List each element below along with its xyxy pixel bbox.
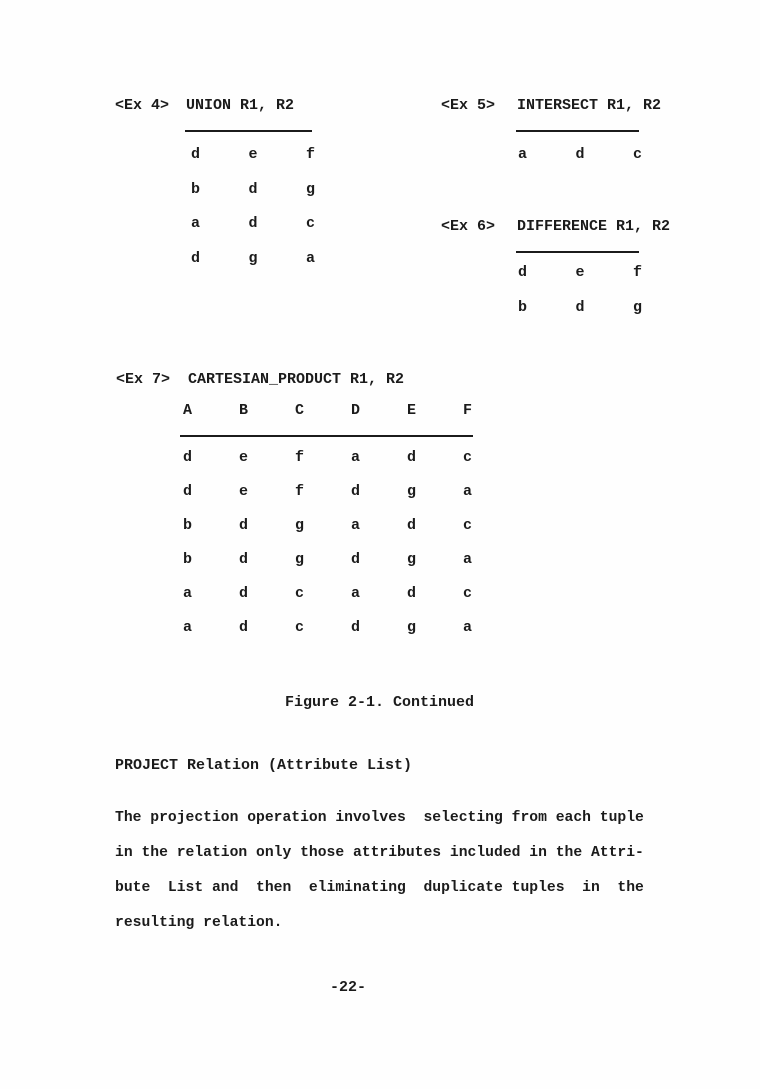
table-row	[518, 291, 691, 326]
example-title: CARTESIAN_PRODUCT R1, R2	[188, 371, 405, 388]
table-cell: a	[351, 585, 361, 602]
table-cell: d	[351, 619, 361, 636]
table-row	[518, 138, 691, 173]
intersect-table	[518, 138, 691, 173]
table-cell: b	[518, 298, 528, 316]
table-cell: f	[295, 449, 305, 466]
table-cell: E	[407, 402, 417, 419]
section-heading: PROJECT Relation (Attribute List)	[115, 757, 413, 774]
example-title: INTERSECT R1, R2	[517, 97, 662, 114]
table-cell: c	[295, 619, 305, 636]
table-cell: g	[407, 551, 417, 568]
table-cell: f	[295, 483, 305, 500]
example-title: UNION R1, R2	[186, 97, 295, 114]
table-cell: a	[351, 449, 361, 466]
page-number: -22-	[330, 979, 367, 996]
table-row	[183, 577, 519, 611]
table-cell: d	[575, 298, 585, 316]
table-cell: c	[633, 146, 643, 163]
difference-table	[518, 256, 691, 325]
table-cell: d	[351, 551, 361, 568]
table-cell: g	[295, 517, 305, 534]
table-cell: b	[183, 517, 193, 534]
table-cell: C	[295, 402, 305, 419]
cartesian-table-headers	[183, 400, 519, 422]
table-rule	[185, 130, 312, 132]
table-rule	[516, 251, 639, 253]
table-cell: A	[183, 402, 193, 419]
table-row	[518, 256, 691, 291]
table-cell: g	[407, 483, 417, 500]
paragraph-line: bute List and then eliminating duplicate tuples in the	[115, 880, 644, 896]
table-cell: c	[463, 449, 473, 466]
table-cell: d	[407, 449, 417, 466]
table-cell: c	[463, 585, 473, 602]
body-paragraph	[115, 801, 644, 941]
table-cell: d	[248, 180, 258, 198]
table-cell: a	[183, 585, 193, 602]
cartesian-table	[183, 441, 519, 645]
table-cell: b	[183, 551, 193, 568]
table-row	[183, 441, 519, 475]
table-cell: c	[463, 517, 473, 534]
table-cell: g	[306, 180, 316, 198]
table-row	[183, 400, 519, 422]
table-cell: d	[183, 449, 193, 466]
example-title: DIFFERENCE R1, R2	[517, 218, 671, 235]
table-cell: e	[248, 146, 258, 163]
figure-caption: Figure 2-1. Continued	[285, 694, 475, 711]
table-cell: a	[463, 483, 473, 500]
table-cell: d	[518, 264, 528, 281]
table-cell: a	[463, 551, 473, 568]
table-cell: a	[191, 215, 201, 232]
table-cell: d	[407, 517, 417, 534]
table-row	[191, 242, 364, 277]
table-rule	[180, 435, 473, 437]
example-label: <Ex 7>	[116, 371, 171, 388]
example-label: <Ex 5>	[441, 97, 496, 114]
example-label: <Ex 4>	[115, 97, 170, 114]
table-cell: d	[191, 146, 201, 163]
table-cell: D	[351, 402, 361, 419]
table-cell: d	[407, 585, 417, 602]
table-cell: B	[239, 402, 249, 419]
table-cell: d	[239, 619, 249, 636]
table-row	[183, 611, 519, 645]
table-cell: e	[239, 449, 249, 466]
paragraph-line: The projection operation involves selecting from each tuple	[115, 810, 644, 826]
table-cell: g	[295, 551, 305, 568]
table-cell: a	[183, 619, 193, 636]
table-cell: c	[306, 215, 316, 232]
table-row	[191, 138, 364, 173]
table-cell: d	[239, 585, 249, 602]
table-cell: c	[295, 585, 305, 602]
table-cell: b	[191, 180, 201, 198]
table-cell: e	[575, 264, 585, 281]
table-cell: a	[351, 517, 361, 534]
table-cell: d	[191, 249, 201, 267]
union-table	[191, 138, 364, 276]
table-rule	[516, 130, 639, 132]
table-cell: F	[463, 402, 473, 419]
table-cell: d	[575, 146, 585, 163]
table-row	[183, 543, 519, 577]
table-cell: e	[239, 483, 249, 500]
table-cell: g	[248, 249, 258, 267]
table-cell: g	[633, 298, 643, 316]
paragraph-line: resulting relation.	[115, 915, 283, 931]
table-cell: f	[633, 264, 643, 281]
table-cell: a	[306, 249, 316, 267]
table-cell: g	[407, 619, 417, 636]
table-row	[183, 475, 519, 509]
table-cell: d	[248, 215, 258, 232]
table-cell: f	[306, 146, 316, 163]
table-cell: a	[518, 146, 528, 163]
table-cell: d	[239, 551, 249, 568]
table-cell: d	[183, 483, 193, 500]
table-row	[191, 207, 364, 242]
paragraph-line: in the relation only those attributes included in the Attri-	[115, 845, 644, 861]
table-row	[191, 173, 364, 208]
table-cell: d	[351, 483, 361, 500]
table-cell: d	[239, 517, 249, 534]
example-label: <Ex 6>	[441, 218, 496, 235]
table-row	[183, 509, 519, 543]
table-cell: a	[463, 619, 473, 636]
